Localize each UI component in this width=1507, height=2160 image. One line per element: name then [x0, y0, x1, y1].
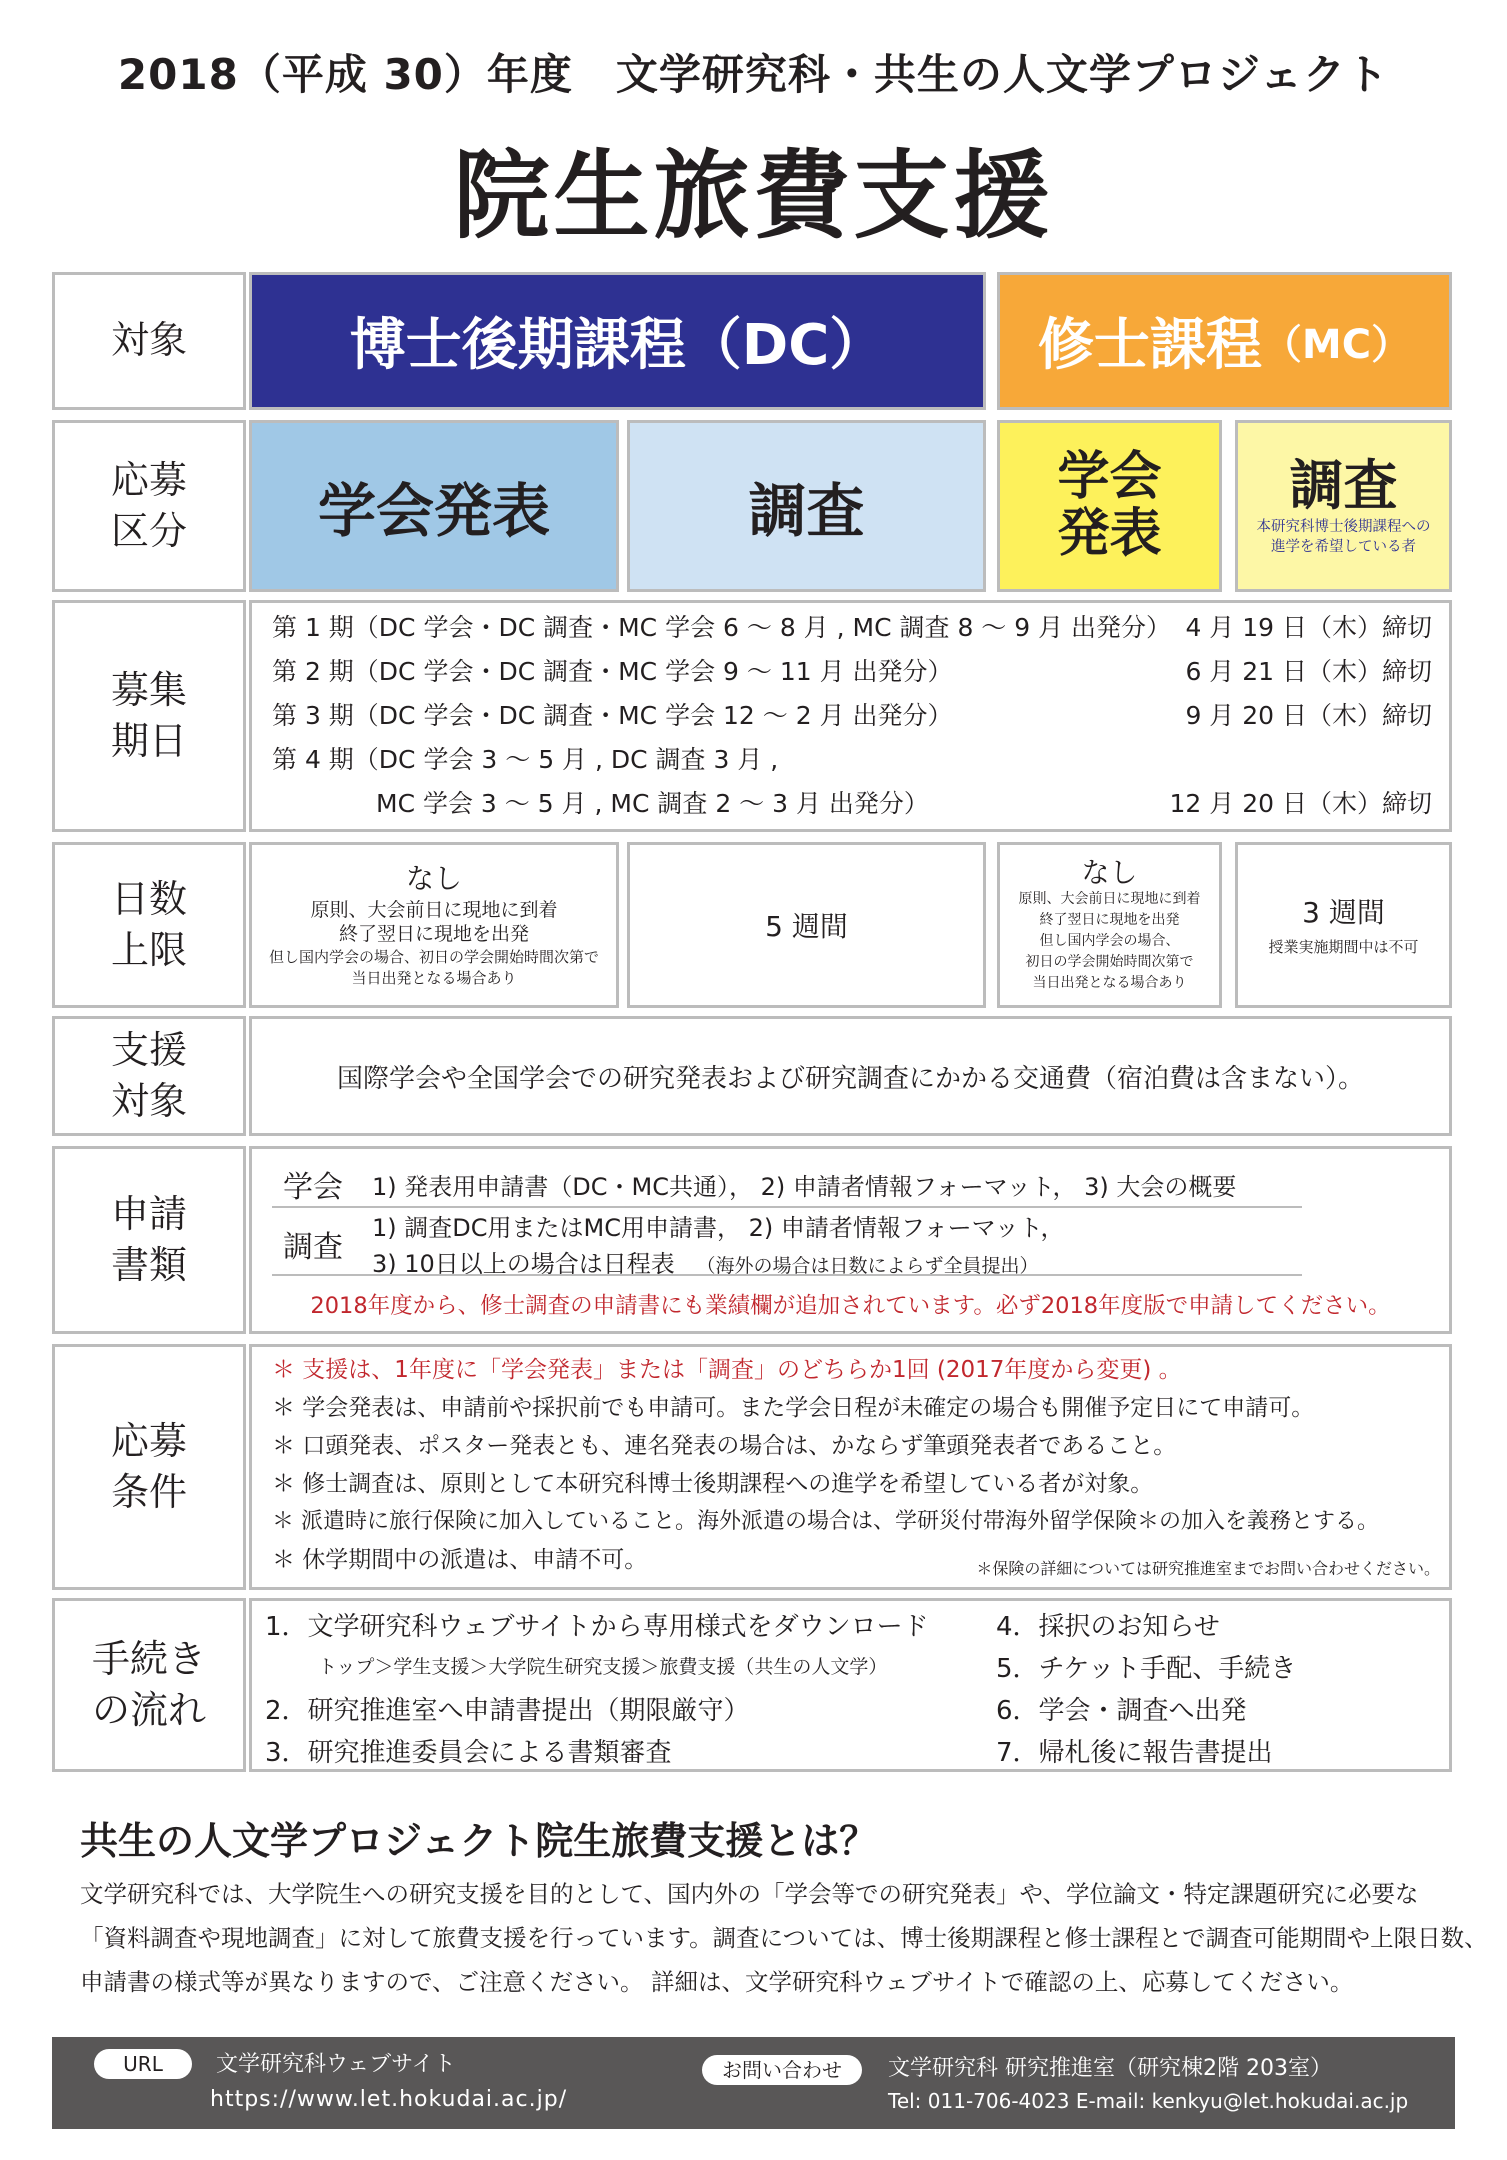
- support-label-line: 対象: [110, 1079, 187, 1123]
- days-value: 5 週間: [765, 910, 848, 943]
- mc-course-name: 修士課程: [1037, 313, 1262, 378]
- mc-conference-cell: [997, 420, 1222, 592]
- mc-survey-note: 本研究科博士後期課程への: [1256, 518, 1431, 535]
- documents-label-line: 申請: [110, 1191, 187, 1236]
- conditions-label: [52, 1344, 246, 1590]
- dc-conference-title: 学会発表: [317, 477, 550, 545]
- header-subtitle: 2018（平成 30）年度 文学研究科・共生の人文学プロジェクト: [117, 50, 1390, 99]
- mc-survey-title: 調査: [1289, 453, 1398, 517]
- flow-step: 4．採択のお知らせ: [996, 1612, 1220, 1642]
- category-label: [52, 420, 246, 592]
- mc-survey-days: [1235, 842, 1452, 1008]
- condition-item: ＊ 修士調査は、原則として本研究科博士後期課程への進学を希望している者が対象。: [272, 1471, 1154, 1497]
- flow-step: 2．研究推進室へ申請書提出（期限厳守）: [265, 1696, 750, 1726]
- days-label: [52, 842, 246, 1008]
- mc-course-header: [997, 272, 1452, 410]
- flow-step: 3．研究推進委員会による書類審査: [265, 1738, 672, 1768]
- days-value: なし: [1081, 855, 1138, 889]
- website-url[interactable]: https://www.let.hokudai.ac.jp/: [210, 2087, 568, 2112]
- schedule-deadline: 4 月 19 日（木）締切: [1185, 613, 1432, 642]
- days-note: 当日出発となる場合あり: [1032, 975, 1187, 992]
- office-name: 文学研究科 研究推進室（研究棟2階 203室）: [888, 2056, 1332, 2081]
- support-text: 国際学会や全国学会での研究発表および研究調査にかかる交通費（宿泊費は含まない）。: [336, 1063, 1364, 1094]
- condition-item: ＊ 休学期間中の派遣は、申請不可。: [272, 1547, 648, 1573]
- dc-conference-cell: [249, 420, 619, 592]
- support-content: [249, 1016, 1452, 1136]
- url-pill: URL: [94, 2049, 192, 2079]
- dc-course-abbr: （DC）: [685, 313, 886, 378]
- flow-step: 5．チケット手配、手続き: [996, 1654, 1297, 1684]
- days-text: 終了翌日に現地を出発: [1039, 912, 1180, 929]
- days-label-line: 上限: [110, 928, 187, 972]
- schedule-row: [272, 740, 1432, 780]
- documents-conf-label: 学会: [283, 1170, 343, 1205]
- schedule-label-line: 募集: [110, 667, 187, 712]
- days-note: 但し国内学会の場合、: [1039, 933, 1180, 950]
- dc-course-name: 博士後期課程: [349, 313, 686, 378]
- about-body: [80, 1872, 1488, 2004]
- schedule-row: [272, 696, 1432, 736]
- documents-conf-text: 1) 発表用申請書（DC・MC共通）， 2) 申請者情報フォーマット， 3) 大会の概要: [372, 1173, 1237, 1201]
- conditions-label-line: 応募: [110, 1418, 187, 1463]
- days-note: 但し国内学会の場合、初日の学会開始時間次第で: [268, 947, 599, 966]
- flow-label: [52, 1598, 246, 1772]
- dc-survey-title: 調査: [748, 477, 865, 545]
- schedule-period: 第 4 期（DC 学会 3 ～ 5 月 , DC 調査 3 月 ,: [272, 745, 779, 774]
- support-label: [52, 1016, 246, 1136]
- schedule-deadline: 12 月 20 日（木）締切: [1169, 789, 1432, 818]
- schedule-row: [272, 608, 1432, 648]
- flow-step-detail: トップ＞学生支援＞大学院生研究支援＞旅費支援（共生の人文学）: [318, 1656, 888, 1678]
- schedule-period: 第 2 期（DC 学会・DC 調査・MC 学会 9 ～ 11 月 出発分）: [272, 657, 953, 686]
- days-value: 3 週間: [1302, 895, 1385, 929]
- category-label-line: 応募: [110, 457, 187, 502]
- schedule-row: [272, 784, 1432, 824]
- days-note: 初日の学会開始時間次第で: [1025, 954, 1194, 971]
- mc-course-abbr: （MC）: [1261, 321, 1412, 368]
- support-label-line: 支援: [110, 1027, 187, 1072]
- schedule-deadline: 9 月 20 日（木）締切: [1185, 701, 1432, 730]
- mc-conference-title: 発表: [1057, 504, 1162, 564]
- mc-survey-note: 進学を希望している者: [1271, 539, 1416, 556]
- target-label: 対象: [52, 272, 246, 410]
- documents-survey-note: （海外の場合は日数によらず全員提出）: [696, 1255, 1039, 1277]
- days-note: 当日出発となる場合あり: [351, 968, 517, 987]
- conditions-label-line: 条件: [110, 1470, 187, 1514]
- mc-conference-title: 学会: [1057, 446, 1162, 507]
- page-title: 院生旅費支援: [453, 140, 1054, 252]
- about-line: 「資料調査や現地調査」に対して旅費支援を行っています。調査については、博士後期課程と修士課程とで調査可能期間や上限日数、: [80, 1924, 1488, 1952]
- condition-item: ＊ 口頭発表、ポスター発表とも、連名発表の場合は、かならず筆頭発表者であること。: [272, 1433, 1177, 1459]
- contact-pill: お問い合わせ: [702, 2055, 862, 2085]
- days-text: 終了翌日に現地を出発: [338, 923, 529, 946]
- schedule-period: 第 1 期（DC 学会・DC 調査・MC 学会 6 ～ 8 月 , MC 調査 8 ～ 9 月 出発分）: [272, 613, 1172, 642]
- days-value: なし: [405, 862, 462, 896]
- days-text: 原則、大会前日に現地に到着: [1018, 891, 1201, 908]
- conditions-footnote: ＊保険の詳細については研究推進室までお問い合わせください。: [976, 1559, 1440, 1578]
- about-title: 共生の人文学プロジェクト院生旅費支援とは？: [80, 1819, 878, 1863]
- mc-conference-days: [997, 842, 1222, 1008]
- days-label-line: 日数: [110, 876, 187, 921]
- documents-label: [52, 1146, 246, 1334]
- documents-label-line: 書類: [110, 1243, 187, 1287]
- days-note: 授業実施期間中は不可: [1268, 938, 1419, 957]
- condition-item: ＊ 支援は、1年度に「学会発表」または「調査」のどちらか1回 (2017年度から変更) 。: [272, 1357, 1182, 1383]
- website-name: 文学研究科ウェブサイト: [216, 2052, 456, 2077]
- flow-step: 7．帰札後に報告書提出: [996, 1738, 1273, 1768]
- documents-survey-label: 調査: [283, 1230, 343, 1265]
- documents-notice: 2018年度から、修士調査の申請書にも業績欄が追加されています。必ず2018年度版で申請してください。: [310, 1293, 1391, 1319]
- condition-item: ＊ 派遣時に旅行保険に加入していること。海外派遣の場合は、学研災付帯海外留学保険＊の加入を義務とする。: [272, 1509, 1379, 1534]
- dc-survey-cell: [627, 420, 986, 592]
- flow-step: 1．文学研究科ウェブサイトから専用様式をダウンロード: [265, 1612, 929, 1642]
- dc-conference-days: [249, 842, 619, 1008]
- schedule-row: [272, 652, 1432, 692]
- schedule-deadline: 6 月 21 日（木）締切: [1185, 657, 1432, 686]
- schedule-period: 第 3 期（DC 学会・DC 調査・MC 学会 12 ～ 2 月 出発分）: [272, 701, 953, 730]
- footer-bar: [52, 2037, 1455, 2129]
- days-text: 原則、大会前日に現地に到着: [310, 898, 558, 921]
- documents-divider: [272, 1274, 1302, 1276]
- contact-info[interactable]: Tel: 011-706-4023 E-mail: kenkyu@let.hokudai.ac.jp: [888, 2089, 1409, 2113]
- documents-survey-text: 3) 10日以上の場合は日程表: [372, 1250, 675, 1278]
- mc-survey-cell: [1235, 420, 1452, 592]
- flow-label-line: 手続き: [91, 1636, 206, 1681]
- flow-step: 6．学会・調査へ出発: [996, 1696, 1247, 1726]
- category-label-line: 区分: [110, 509, 187, 553]
- schedule-label: [52, 600, 246, 832]
- documents-survey-text: 1) 調査DC用またはMC用申請書， 2) 申請者情報フォーマット，: [372, 1214, 1065, 1242]
- dc-survey-days: [627, 842, 986, 1008]
- schedule-label-line: 期日: [110, 719, 187, 763]
- about-line: 申請書の様式等が異なりますので、ご注意ください。 詳細は、文学研究科ウェブサイトで確認の上、応募してください。: [80, 1968, 1354, 1996]
- flow-label-line: の流れ: [91, 1688, 206, 1732]
- condition-item: ＊ 学会発表は、申請前や採択前でも申請可。また学会日程が未確定の場合も開催予定日にて申請可。: [272, 1395, 1315, 1421]
- dc-course-header: [249, 272, 986, 410]
- about-line: 文学研究科では、大学院生への研究支援を目的として、国内外の「学会等での研究発表」や、学位論文・特定課題研究に必要な: [80, 1880, 1419, 1908]
- schedule-period: MC 学会 3 ～ 5 月 , MC 調査 2 ～ 3 月 出発分）: [376, 789, 929, 818]
